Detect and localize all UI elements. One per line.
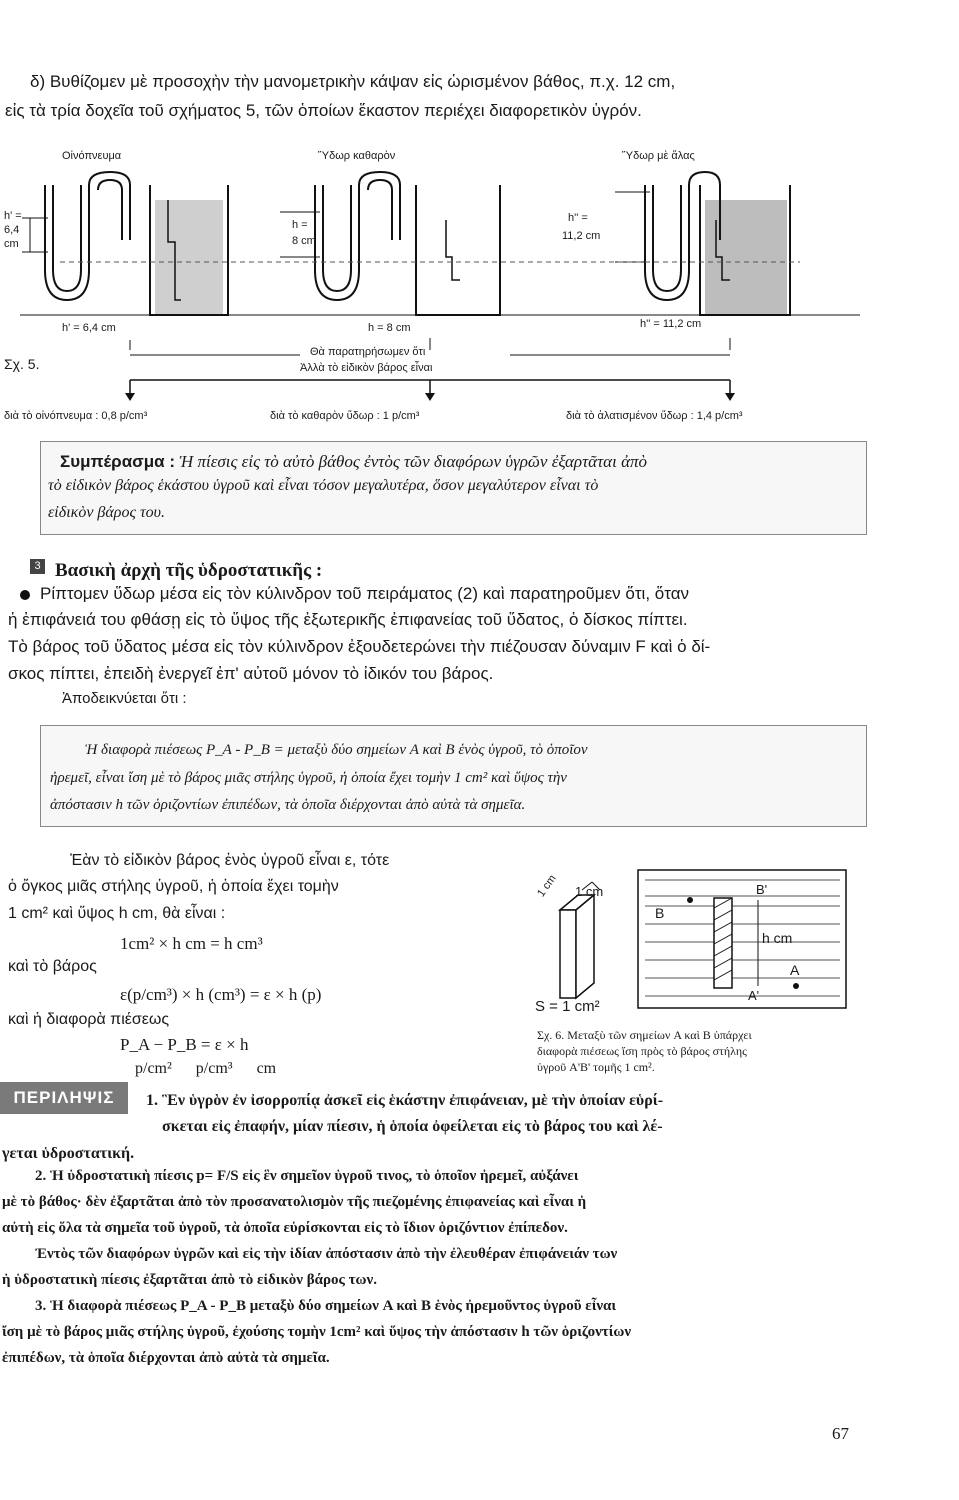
section-paragraph-2: ἡ ἐπιφάνειά του φθάσῃ εἰς τὸ ὕψος τῆς ἐξωτερικῆς ἐπιφανείας τοῦ ὕδατος, ὁ δίσκος πίπτει. [8, 610, 688, 629]
summary-item-1-line-1: 1. Ἓν ὑγρὸν ἐν ἰσορροπίᾳ ἀσκεῖ εἰς ἑκάστην ἐπιφάνειαν, μὲ τὴν ὁποίαν εὑρί- [146, 1092, 664, 1109]
summary-item-2-line-3: αὐτὴ εἰς ὅλα τὰ σημεῖα τοῦ ὑγροῦ, τὰ ὁποῖα εὑρίσκονται εἰς τὸ ἴδιον ὁριζόντιον ἐπίπεδον. [2, 1220, 568, 1236]
conclusion-line-1: Ἡ πίεσις εἰς τὸ αὐτὸ βάθος ἐντὸς τῶν διαφόρων ὑγρῶν ἐξαρτᾶται ἀπὸ [179, 452, 648, 471]
section-title: Βασικὴ ἀρχὴ τῆς ὑδροστατικῆς : [55, 560, 323, 581]
section-paragraph-3: Τὸ βάρος τοῦ ὕδατος μέσα εἰς τὸν κύλινδρον ἐξουδετερώνει τὴν πιέζουσαν δύναμιν F καὶ ὁ δί- [8, 637, 711, 656]
summary-item-3-line-1: 3. Ἡ διαφορὰ πιέσεως P_A - P_B μεταξὺ δύο σημείων A καὶ B ἑνὸς ἠρεμοῦντος ὑγροῦ εἶναι [35, 1298, 617, 1314]
observe-line-2: Ἀλλὰ τὸ εἰδικὸν βάρος εἶναι [300, 362, 433, 374]
vessel-alcohol [22, 172, 228, 315]
section-paragraph-5: Ἀποδεικνύεται ὅτι : [62, 690, 187, 707]
summary-item-3-line-2: ἴση μὲ τὸ βάρος μιᾶς στήλης ὑγροῦ, ἐχούσης τομὴν 1cm² καὶ ὕψος τὴν ἀπόστασιν h τῶν ὁριζοντίων [2, 1324, 632, 1340]
point-a: A [790, 962, 800, 978]
equation-pressure-difference: P_A − P_B = ε × h [120, 1035, 249, 1054]
point-a-prime: A' [748, 988, 760, 1003]
page-number: 67 [832, 1424, 849, 1443]
principle-line-1: Ἡ διαφορὰ πιέσεως P_A - P_B = μεταξὺ δύο σημείων A καὶ B ἑνὸς ὑγροῦ, τὸ ὁποῖον [85, 742, 588, 758]
label-salt-water: Ὕδωρ μὲ ἅλας [622, 150, 695, 162]
bottom-h1: h' = 6,4 cm [62, 322, 116, 334]
observe-line-1: Θὰ παρατηρήσωμεν ὅτι [310, 346, 426, 358]
derivation-line-5: καὶ ἡ διαφορὰ πιέσεως [8, 1011, 170, 1028]
point-b: B [655, 905, 665, 921]
bottom-h3: h'' = 11,2 cm [640, 318, 702, 330]
intro-line-2: εἰς τὰ τρία δοχεῖα τοῦ σχήματος 5, τῶν ὁποίων ἕκαστον περιέχει διαφορετικὸν ὑγρόν. [5, 101, 642, 120]
h1-label: h' = [4, 210, 22, 222]
summary-item-1-line-3: γεται ὑδροστατική. [2, 1145, 135, 1162]
liquid-column [560, 882, 600, 998]
bullet-icon [20, 590, 30, 600]
figure-5 [0, 140, 870, 430]
column-width-label-1: 1 cm [535, 872, 559, 900]
height-label: h cm [762, 930, 793, 946]
figure-6-caption-3: ὑγροῦ A'B' τομῆς 1 cm². [537, 1060, 655, 1074]
summary-item-3-line-3: ἐπιπέδων, τὰ ὁποῖα διέρχονται ἀπὸ αὐτὰ τὰ σημεῖα. [2, 1350, 330, 1366]
principle-line-2: ἠρεμεῖ, εἶναι ἴση μὲ τὸ βάρος μιᾶς στήλης ὑγροῦ, ἡ ὁποία ἔχει τομὴν 1 cm² καὶ ὕψος τὴν [50, 770, 567, 786]
h3-value: 11,2 cm [562, 230, 601, 242]
density-alcohol: διὰ τὸ οἰνόπνευμα : 0,8 p/cm³ [4, 410, 148, 422]
liquid-vessel [638, 870, 846, 1008]
intro-line-1: δ) Βυθίζομεν μὲ προσοχὴν τὴν μανομετρικὴν κάψαν εἰς ὡρισμένον βάθος, π.χ. 12 cm, [30, 72, 676, 91]
section-paragraph-1: Ρίπτομεν ὕδωρ μέσα εἰς τὸν κύλινδρον τοῦ πειράματος (2) καὶ παρατηροῦμεν ὅτι, ὅταν [40, 584, 690, 603]
conclusion-text [60, 452, 647, 472]
principle-line-3: ἀπόστασιν h τῶν ὁριζοντίων ἐπιπέδων, τὰ ὁποῖα διέρχονται ἀπὸ αὐτὰ τὰ σημεῖα. [50, 797, 526, 813]
density-pure-water: διὰ τὸ καθαρὸν ὕδωρ : 1 p/cm³ [270, 410, 420, 422]
label-alcohol: Οἰνόπνευμα [62, 150, 122, 162]
h2-value: 8 cm [292, 235, 316, 247]
derivation-line-4: καὶ τὸ βάρος [8, 958, 97, 975]
equation-volume: 1cm² × h cm = h cm³ [120, 934, 263, 953]
conclusion-line-3: εἰδικὸν βάρος του. [48, 504, 166, 521]
summary-item-1-line-2: σκεται εἰς ἐπαφήν, μίαν πίεσιν, ἡ ὁποία ὀφείλεται εἰς τὸ βάρος του καὶ λέ- [162, 1118, 663, 1135]
h3-label: h'' = [568, 212, 588, 224]
label-pure-water: Ὕδωρ καθαρὸν [318, 150, 396, 162]
conclusion-line-2: τὸ εἰδικὸν βάρος ἑκάστου ὑγροῦ καὶ εἶναι τόσον μεγαλυτέρα, ὅσον μεγαλύτερον εἶναι τὸ [48, 477, 599, 494]
section-paragraph-4: σκος πίπτει, ἐπειδὴ ἐνεργεῖ ἐπ' αὐτοῦ μόνον τὸ ἰδικόν του βάρος. [8, 664, 494, 683]
summary-item-2-line-2: μὲ τὸ βάθος· δὲν ἐξαρτᾶται ἀπὸ τὸν προσανατολισμὸν τῆς πιεζομένης ἐπιφανείας καὶ εἶναι ἡ [2, 1194, 587, 1210]
point-b-prime: B' [756, 882, 768, 897]
figure-6-caption-1: Σχ. 6. Μεταξὺ τῶν σημείων A καὶ B ὑπάρχει [537, 1028, 752, 1042]
equation-weight: ε(p/cm³) × h (cm³) = ε × h (p) [120, 985, 322, 1004]
summary-tab: ΠΕΡΙΛΗΨΙΣ [0, 1082, 128, 1114]
vessel-salt-water [615, 172, 790, 315]
column-width-label-2: 1 cm [575, 884, 604, 899]
h1-value: 6,4 [4, 224, 20, 236]
area-label: S = 1 cm² [535, 998, 600, 1015]
derivation-line-3: 1 cm² καὶ ὕψος h cm, θὰ εἶναι : [8, 905, 226, 922]
derivation-line-2: ὁ ὄγκος μιᾶς στήλης ὑγροῦ, ἡ ὁποία ἔχει τομὴν [8, 878, 339, 895]
section-number-badge: 3 [30, 559, 45, 574]
h1-unit: cm [4, 238, 19, 250]
h2-label: h = [292, 219, 308, 231]
derivation-line-1: Ἐὰν τὸ εἰδικὸν βάρος ἑνὸς ὑγροῦ εἶναι ε, τότε [70, 852, 390, 869]
density-salt-water: διὰ τὸ ἁλατισμένον ὕδωρ : 1,4 p/cm³ [566, 410, 743, 422]
equation-units: p/cm² p/cm³ cm [135, 1060, 277, 1077]
summary-item-2-line-5: ἡ ὑδροστατικὴ πίεσις ἐξαρτᾶται ἀπὸ τὸ εἰδικὸν βάρος των. [2, 1272, 377, 1288]
summary-item-2-line-1: 2. Ἡ ὑδροστατικὴ πίεσις p= F/S εἰς ἓν σημεῖον ὑγροῦ τινος, τὸ ὁποῖον ἠρεμεῖ, αὐξάνει [35, 1168, 579, 1184]
figure-6-caption-2: διαφορὰ πιέσεως ἴση πρὸς τὸ βάρος στήλης [537, 1044, 747, 1058]
figure-5-caption: Σχ. 5. [4, 356, 40, 372]
conclusion-label: Συμπέρασμα : [60, 452, 176, 471]
summary-item-2-line-4: Ἐντὸς τῶν διαφόρων ὑγρῶν καὶ εἰς τὴν ἰδίαν ἀπόστασιν ἀπὸ τὴν ἐλευθέραν ἐπιφάνειάν των [35, 1246, 618, 1262]
bottom-h2: h = 8 cm [368, 322, 411, 334]
